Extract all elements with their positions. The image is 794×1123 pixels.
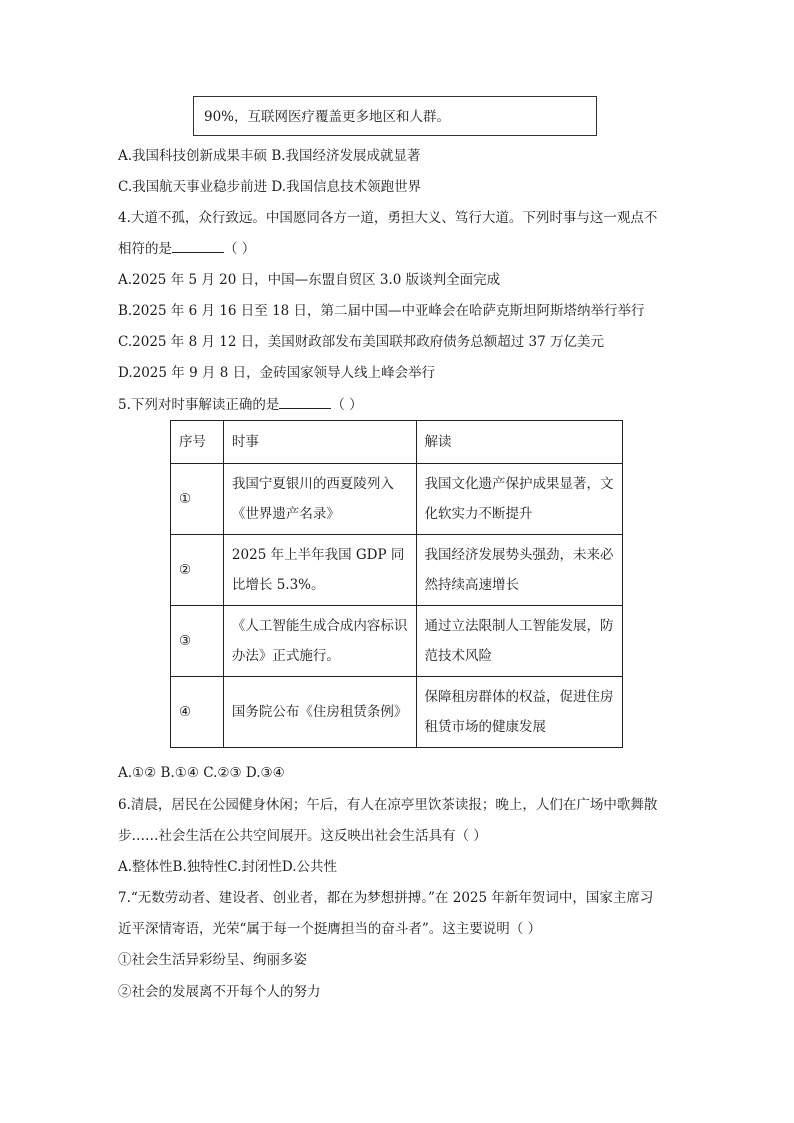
- q6-options: A.整体性B.独特性C.封闭性D.公共性: [118, 859, 338, 875]
- q4-stem-line1: 4.大道不孤，众行致远。中国愿同各方一道，勇担大义、笃行大道。下列时事与这一观点不: [118, 210, 658, 226]
- table-row: [171, 606, 623, 677]
- row-event: 《人工智能生成合成内容标识办法》正式施行。: [223, 606, 416, 677]
- row-event: 我国宁夏银川的西夏陵列入《世界遗产名录》: [223, 464, 416, 535]
- row-interpretation: 我国经济发展势头强劲，未来必然持续高速增长: [416, 535, 623, 606]
- table-row: [171, 464, 623, 535]
- q3-options-line1: A.我国科技创新成果丰硕 B.我国经济发展成就显著: [118, 148, 421, 164]
- boxed-text-content: 90%，互联网医疗覆盖更多地区和人群。: [204, 109, 451, 125]
- row-no: ①: [171, 464, 224, 535]
- row-interpretation: 通过立法限制人工智能发展，防范技术风险: [416, 606, 623, 677]
- row-no: ④: [171, 677, 224, 748]
- q7-item-2: ②社会的发展离不开每个人的努力: [118, 984, 321, 1000]
- q5-stem: [118, 396, 363, 414]
- q4-option-d: D.2025 年 9 月 8 日，金砖国家领导人线上峰会举行: [118, 365, 436, 381]
- header-interpretation: 解读: [416, 421, 623, 464]
- header-event: 时事: [223, 421, 416, 464]
- q5-stem-prefix: 5.下列对时事解读正确的是: [118, 397, 280, 413]
- q3-options-line2: C.我国航天事业稳步前进 D.我国信息技术领跑世界: [118, 179, 422, 195]
- q5-stem-suffix: （ ）: [331, 397, 363, 413]
- q7-item-1: ①社会生活异彩纷呈、绚丽多姿: [118, 952, 307, 968]
- q4-option-c: C.2025 年 8 月 12 日，美国财政部发布美国联邦政府债务总额超过 37 万亿美元: [118, 334, 604, 350]
- q4-option-b: B.2025 年 6 月 16 日至 18 日，第二届中国—中亚峰会在哈萨克斯坦阿斯塔纳举行举行: [118, 303, 645, 319]
- table-header-row: [171, 421, 623, 464]
- q4-option-a: A.2025 年 5 月 20 日，中国—东盟自贸区 3.0 版谈判全面完成: [118, 272, 501, 288]
- q6-stem-line2: 步……社会生活在公共空间展开。这反映出社会生活具有（ ）: [118, 828, 487, 844]
- boxed-text: [193, 96, 597, 136]
- q7-stem-line2: 近平深情寄语，光荣“属于每一个挺膺担当的奋斗者”。这主要说明（ ）: [118, 921, 542, 937]
- q4-stem-suffix: （ ）: [224, 241, 256, 257]
- row-no: ③: [171, 606, 224, 677]
- row-interpretation: 我国文化遗产保护成果显著，文化软实力不断提升: [416, 464, 623, 535]
- table-row: [171, 677, 623, 748]
- row-event: 2025 年上半年我国 GDP 同比增长 5.3%。: [223, 535, 416, 606]
- q4-stem-prefix: 相符的是: [118, 241, 172, 257]
- q7-stem-line1: 7.“无数劳动者、建设者、创业者，都在为梦想拼搏。”在 2025 年新年贺词中，国家主席习: [118, 890, 654, 906]
- q5-options: A.①② B.①④ C.②③ D.③④: [118, 765, 285, 781]
- row-no: ②: [171, 535, 224, 606]
- q4-stem-line2: [118, 240, 255, 258]
- q6-stem-line1: 6.清晨，居民在公园健身休闲；午后，有人在凉亭里饮茶读报；晚上，人们在广场中歌舞散: [118, 797, 658, 813]
- q5-table: [170, 420, 623, 748]
- table-row: [171, 535, 623, 606]
- row-interpretation: 保障租房群体的权益，促进住房租赁市场的健康发展: [416, 677, 623, 748]
- header-no: 序号: [171, 421, 224, 464]
- answer-blank: [279, 396, 331, 409]
- row-event: 国务院公布《住房租赁条例》: [223, 677, 416, 748]
- answer-blank: [172, 240, 224, 253]
